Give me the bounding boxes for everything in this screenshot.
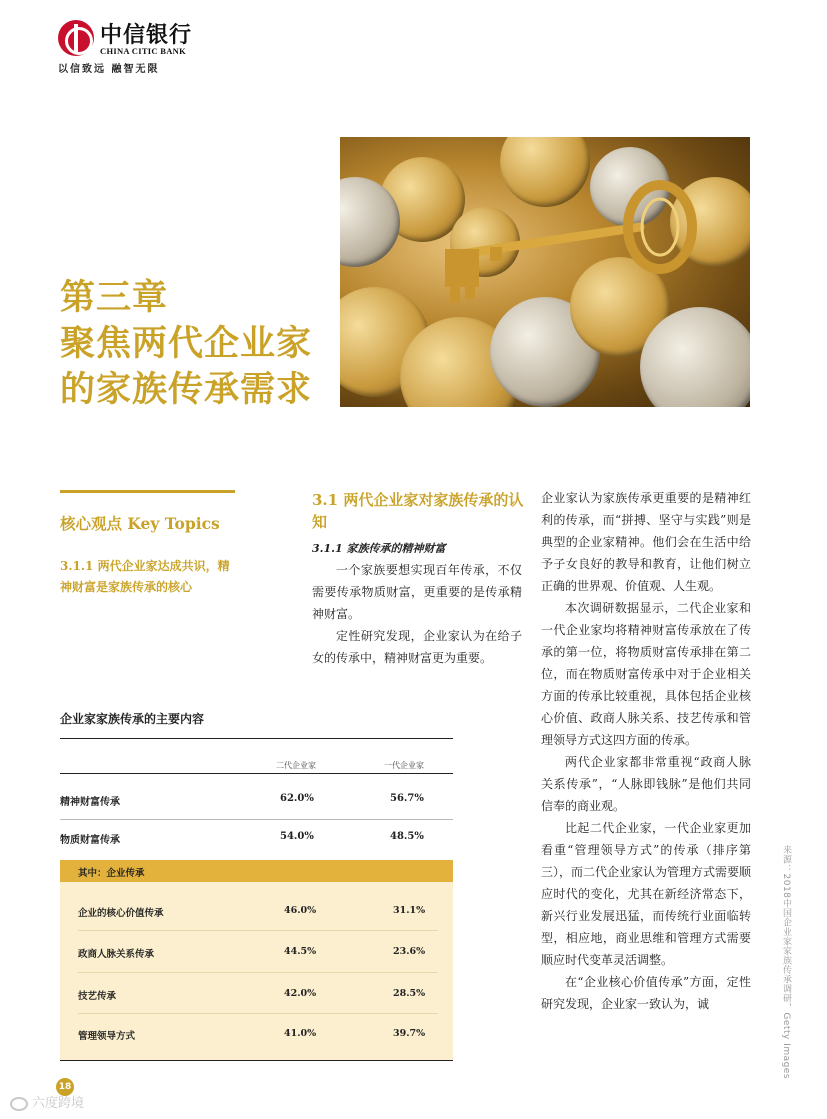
table-title: 企业家家族传承的主要内容 <box>60 712 205 726</box>
table-row <box>60 788 453 812</box>
table-col-header-gen1: 一代企业家 <box>384 761 424 770</box>
section-paragraph: 一个家族要想实现百年传承，不仅需要传承物质财富，更重要的是传承精神财富。 <box>312 563 522 621</box>
chapter-title-line3: 的家族传承需求 <box>60 369 313 410</box>
table-subrow <box>60 983 453 1007</box>
section-title: 3.1 两代企业家对家族传承的认知 <box>312 491 524 531</box>
table-bottom-rule <box>60 1060 453 1061</box>
watermark-text: 六度跨境 <box>32 1096 85 1111</box>
subsection-title: 3.1.1 家族传承的精神财富 <box>312 542 446 555</box>
subrow-label: 企业的核心价值传承 <box>78 908 164 919</box>
row-value-gen2: 54.0% <box>280 831 314 842</box>
citic-logo-icon <box>58 20 94 56</box>
row-value-gen2: 62.0% <box>280 793 314 804</box>
row-value-gen1: 56.7% <box>390 793 424 804</box>
bank-name-en: CHINA CITIC BANK <box>100 46 187 56</box>
subrow-label: 政商人脉关系传承 <box>78 949 155 960</box>
bank-logo <box>58 18 228 78</box>
subrow-value-gen2: 46.0% <box>284 905 317 916</box>
table-top-rule <box>60 738 453 739</box>
bank-name-cn: 中信银行 <box>100 23 193 48</box>
row-label: 精神财富传承 <box>60 797 120 808</box>
row-value-gen1: 48.5% <box>390 831 424 842</box>
section-body <box>312 559 522 669</box>
right-paragraph: 本次调研数据显示，二代企业家和一代企业家均将精神财富传承放在了传承的第一位，将物质财富传承排在第二位，而在物质财富传承中对于企业相关方面的传承比较重视，具体包括企业核心价值、政商人脉关系、技艺传承和管理领导方式这四方面的传承。 <box>541 601 751 747</box>
row-label: 物质财富传承 <box>60 835 120 846</box>
subrow-value-gen2: 41.0% <box>284 1028 317 1039</box>
subrow-value-gen1: 23.6% <box>393 946 426 957</box>
subrow-divider <box>78 1013 438 1014</box>
right-paragraph: 在“企业核心价值传承”方面，定性研究发现，企业家一致认为，诚 <box>541 975 751 1011</box>
chapter-title-line1: 第三章 <box>60 277 169 318</box>
key-topics-rule <box>60 490 235 493</box>
watermark-logo-icon <box>10 1097 28 1111</box>
right-paragraph: 比起二代企业家，一代企业家更加看重“管理领导方式”的传承（排序第三），而二代企业家认为管理方式需要顺应时代的变化，尤其在新经济常态下，新兴行业发展迅猛，而传统行业面临转型，相应地，商业思维和管理方式需要顺应时代变革灵活调整。 <box>541 821 752 967</box>
chapter-title <box>60 275 312 413</box>
subrow-label: 技艺传承 <box>78 991 117 1002</box>
key-topics-text: 3.1.1 两代企业家达成共识，精神财富是家族传承的核心 <box>60 559 230 594</box>
table-header-rule <box>60 773 453 774</box>
table-subrow <box>60 941 453 965</box>
right-column-body <box>541 487 751 1015</box>
chapter-title-line2: 聚焦两代企业家 <box>60 323 313 364</box>
right-paragraph: 企业家认为家族传承更重要的是精神红利的传承，而“拼搏、坚守与实践”则是典型的企业家精神。他们会在生活中给予子女良好的教导和教育，让他们树立正确的世界观、价值观、人生观。 <box>541 491 751 593</box>
section-paragraph: 定性研究发现，企业家认为在给子女的传承中，精神财富更为重要。 <box>312 629 522 665</box>
subrow-label: 管理领导方式 <box>78 1031 136 1042</box>
right-paragraph: 两代企业家都非常重视“政商人脉关系传承”，“人脉即钱脉”是他们共同信奉的商业观。 <box>541 755 751 813</box>
page-number: 18 <box>56 1078 74 1096</box>
row-divider <box>60 819 453 820</box>
subrow-divider <box>78 972 438 973</box>
key-topics-title: 核心观点 Key Topics <box>60 514 220 533</box>
table-subheader-bar <box>60 860 453 882</box>
source-note: 来源：2018中国企业家家族传承调研，Getty Images <box>781 845 791 1080</box>
subrow-value-gen2: 44.5% <box>284 946 317 957</box>
bank-slogan: 以信致远 融智无限 <box>58 64 160 75</box>
subrow-value-gen1: 31.1% <box>393 905 426 916</box>
subrow-value-gen1: 39.7% <box>393 1028 426 1039</box>
subrow-value-gen2: 42.0% <box>284 988 317 999</box>
table-subrow <box>60 1023 453 1047</box>
table-subrow <box>60 900 453 924</box>
subrow-divider <box>78 930 438 931</box>
table-col-header-gen2: 二代企业家 <box>276 761 316 770</box>
subrow-value-gen1: 28.5% <box>393 988 426 999</box>
table-row <box>60 826 453 850</box>
watermark <box>10 1092 84 1111</box>
key-icon <box>340 137 750 407</box>
table-subheader-label: 其中：企业传承 <box>78 868 145 879</box>
coins-key-photo <box>340 137 750 407</box>
